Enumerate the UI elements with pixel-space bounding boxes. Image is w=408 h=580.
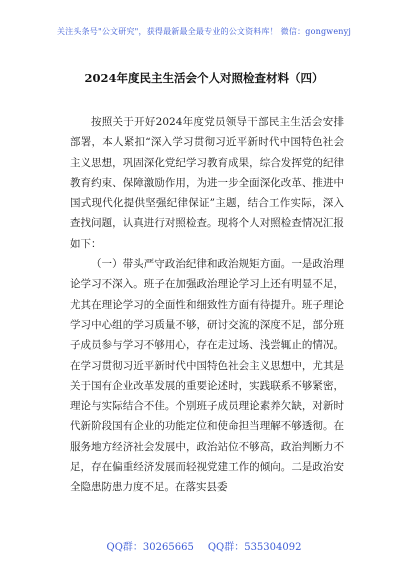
footer-contact <box>0 538 408 553</box>
paragraph-section-1: （一）带头严守政治纪律和政治规矩方面。一是政治理论学习不深入。班子在加强政治理论学习上还有明显不足，尤其在理论学习的全面性和细致性方面有待提升。班子理论学习中心组的学习质量不够，研讨交流的深度不足，部分班子成员参与学习不够用心，存在走过场、浅尝辄止的情况。在学习贯彻习近平新时代中国特色社会主义思想中，尤其是关于国有企业改革发展的重要论述时，实践联系不够紧密，理论与实际结合不佳。个别班子成员理论素养欠缺，对新时代新阶段国有企业的功能定位和使命担当理解不够透彻。在服务地方经济社会发展中，政治站位不够高，政治判断力不足，存在偏重经济发展而轻视党建工作的倾向。二是政治安全隐患防患力度不足。在落实县委 <box>70 258 344 494</box>
document-body <box>70 112 344 498</box>
promo-header: 关注头条号"公文研究"，获得最新最全最专业的公文资料库！ 微信：gongwenyj <box>56 27 352 36</box>
document-title: 2024年度民主生活会个人对照检查材料（四） <box>84 71 324 85</box>
footer-qq-group-1: QQ群：30265665 <box>106 542 194 553</box>
paragraph-intro: 按照关于开好2024年度党员领导干部民主生活会安排部署，本人紧扣“深入学习贯彻习近平新时代中国特色社会主义思想，巩固深化党纪学习教育成果，综合发挥党的纪律教育约束、保障激励作用，为进一步全面深化改革、推进中国式现代化提供坚强纪律保证”主题，结合工作实际，深入查找问题，认真进行对照检查。现将个人对照检查情况汇报如下： <box>70 116 344 250</box>
footer-qq-group-2: QQ群：535304092 <box>207 542 302 553</box>
